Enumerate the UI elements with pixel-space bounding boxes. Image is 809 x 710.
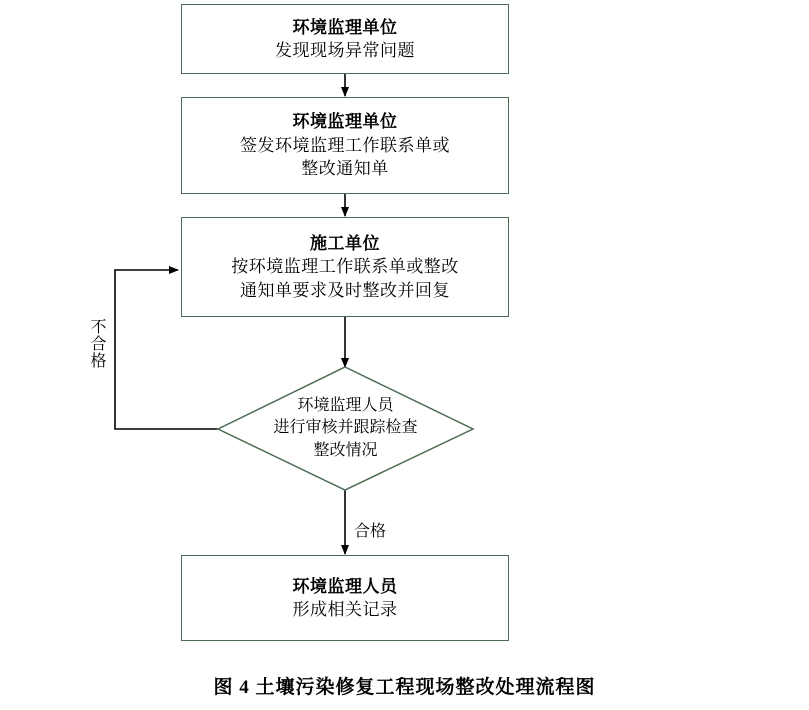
decision-node-title: 环境监理人员 <box>297 397 394 415</box>
process-node-2-line-1: 签发环境监理工作联系单或 <box>240 135 450 155</box>
process-node-5-line-1: 形成相关记录 <box>292 600 398 619</box>
figure-caption: 图 4 土壤污染修复工程现场整改处理流程图 <box>213 677 596 698</box>
process-node-1-line-1: 发现现场异常问题 <box>275 41 415 60</box>
decision-node-line-1: 进行审核并跟踪检查 <box>273 419 418 437</box>
process-node-1[interactable] <box>181 4 509 74</box>
decision-node[interactable] <box>218 367 473 490</box>
decision-node-line-2: 整改情况 <box>313 441 378 459</box>
process-node-1-title: 环境监理单位 <box>292 17 398 37</box>
process-node-2-title: 环境监理单位 <box>292 112 398 132</box>
process-node-5[interactable] <box>181 555 509 641</box>
process-node-3[interactable] <box>181 217 509 317</box>
edge-label-pass: 合格 <box>352 518 388 541</box>
process-node-2-line-2: 整改通知单 <box>301 159 389 179</box>
process-node-3-title: 施工单位 <box>310 233 380 253</box>
process-node-2[interactable] <box>181 97 509 194</box>
process-node-5-title: 环境监理人员 <box>292 576 398 596</box>
edge-label-fail: 不合格 <box>83 318 110 369</box>
process-node-3-line-1: 按环境监理工作联系单或整改 <box>231 257 459 277</box>
process-node-3-line-2: 通知单要求及时整改并回复 <box>240 280 450 300</box>
